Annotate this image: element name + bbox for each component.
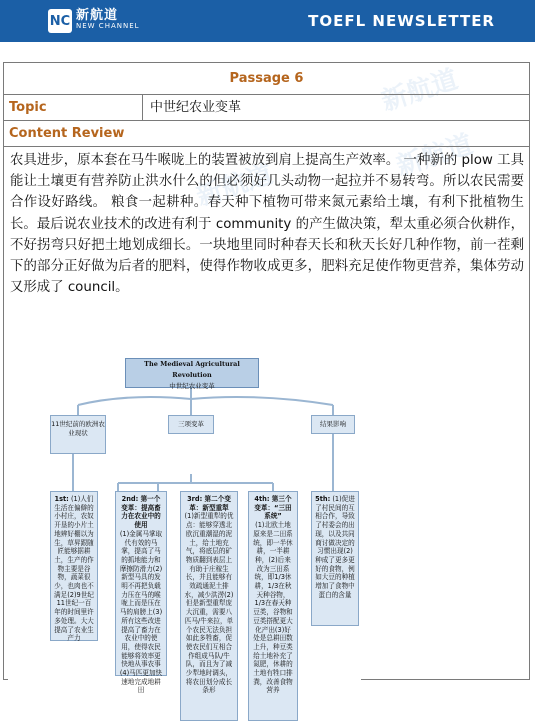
diagram-title-chinese: 中世纪农业变革	[169, 382, 215, 390]
column-2nd	[115, 491, 167, 695]
category-results: 结果影响	[311, 415, 355, 434]
watermark-logo: 新航道	[193, 159, 277, 213]
column-heading: 5th:	[315, 495, 331, 503]
column-text: (1)新型重犁的优点：能够穿透北欧沉重潮湿的泥土，给土地充气，将底层的矿物质翻到表层上有助于庄稼生长，并且能够有效疏通泥土排水，减少洪涝(2)但是新型重犁庞大沉重，需要八匹马/牛来拉，单个农民无法负担如此多牲畜，促使农民们互相合作组成马队/牛队，而且为了减少犁地时调头，将农田划分成长条形	[184, 512, 234, 695]
column-heading: 4th: 第三个变革：“三田系统”	[254, 495, 292, 521]
passage-heading: Passage 6	[4, 63, 529, 95]
logo-chinese-text: 新航道	[76, 8, 119, 23]
column-heading: 3rd: 第二个变革：新型重犁	[187, 495, 231, 512]
content-review-label: Content Review	[4, 121, 529, 147]
logo-mark-icon: NC	[48, 9, 72, 33]
column-heading: 1st:	[54, 495, 69, 503]
column-3rd	[180, 491, 238, 721]
column-text: (1)人们生活在偏僻的小村庄，农奴开垦的小片土地辨好棚以为生，草昇跟随匠能够据耕土，生产的作物主要是谷物，蔬菜很少，也肉也不满足(2)9世纪11世纪一百年的时间里许多处理。大大提高了农业生产力	[54, 495, 94, 643]
watermark-logo: 新航道	[393, 129, 477, 183]
diagram-title-english: The Medieval Agricultural Revolution	[144, 360, 240, 379]
category-three-changes: 三项变革	[168, 415, 214, 434]
watermark-logo: 新航道	[378, 64, 462, 118]
category-before-11th-century: 11世纪前的欧洲农业现状	[50, 415, 106, 454]
content-review-text: 农具进步，原本套在马牛喉咙上的装置被放到肩上提高生产效率。 一种新的 plow 工具能让土壤更有营养防止洪水什么的但必须好几头动物一起拉并不易转弯。所以农民需要合作设好路线。 粮食一起耕种。春天种下植物可带来氮元素给土壤，有利下批植物生长。最后说农业技术的改进有利于 community 的产生做决策，犁太重必须合伙耕作，不好拐弯只好把土地划成细长。一块地里同时种春天长和秋天长好几种作物，前一茬剩下的部分正好做为后者的肥料，使得作物收成更多，肥料充足使作物更营养，集体劳动又形成了 council。	[10, 153, 524, 296]
newsletter-table	[3, 62, 530, 695]
topic-row	[4, 95, 529, 121]
column-text: (1)北欧土地原来是二田系统，即一半休耕，一半耕种，(2)后来改为三田系统，即1/3休耕，1/3在秋天种谷物，1/3在春天种豆类，谷物和豆类搭配更大化产出(3)好处是总耕田数上升，种豆类给土地补充了氮肥，休耕的土地有牲口排粪，改善食物营养	[253, 521, 293, 695]
column-1st	[50, 491, 98, 641]
topic-value: 中世纪农业变革	[150, 100, 242, 115]
column-text: (1)金属马掌取代有效的马掌，提高了马的抓地能力和摩擦防滑力(2)新型马具的发明不再把负载力压在马的喉咙上而是压在马的肩膀上(3)所有这些改进提高了畜力在农业中的使用，使得农民能够将效率更快地从事农事(4)马匹更加快速地完成地耕田	[119, 529, 163, 695]
mind-map-diagram	[8, 353, 361, 695]
diagram-title	[125, 358, 259, 388]
column-4th	[248, 491, 298, 721]
header-bar	[0, 0, 535, 42]
brand-logo	[48, 8, 140, 34]
newsletter-title: TOEFL NEWSLETTER	[308, 12, 495, 30]
column-heading: 2nd: 第一个变革：提高畜力在农业中的使用	[121, 495, 161, 530]
logo-english-text: NEW CHANNEL	[76, 22, 140, 30]
column-text: (1)促进了村民间的互相合作，导致了村委会的出现，以及共同商讨做决定的习惯出现(2)种成了更多更好的食物，例如大豆的种植增加了食物中蛋白的含量	[315, 495, 355, 599]
topic-label: Topic	[4, 95, 143, 120]
column-5th	[311, 491, 359, 626]
